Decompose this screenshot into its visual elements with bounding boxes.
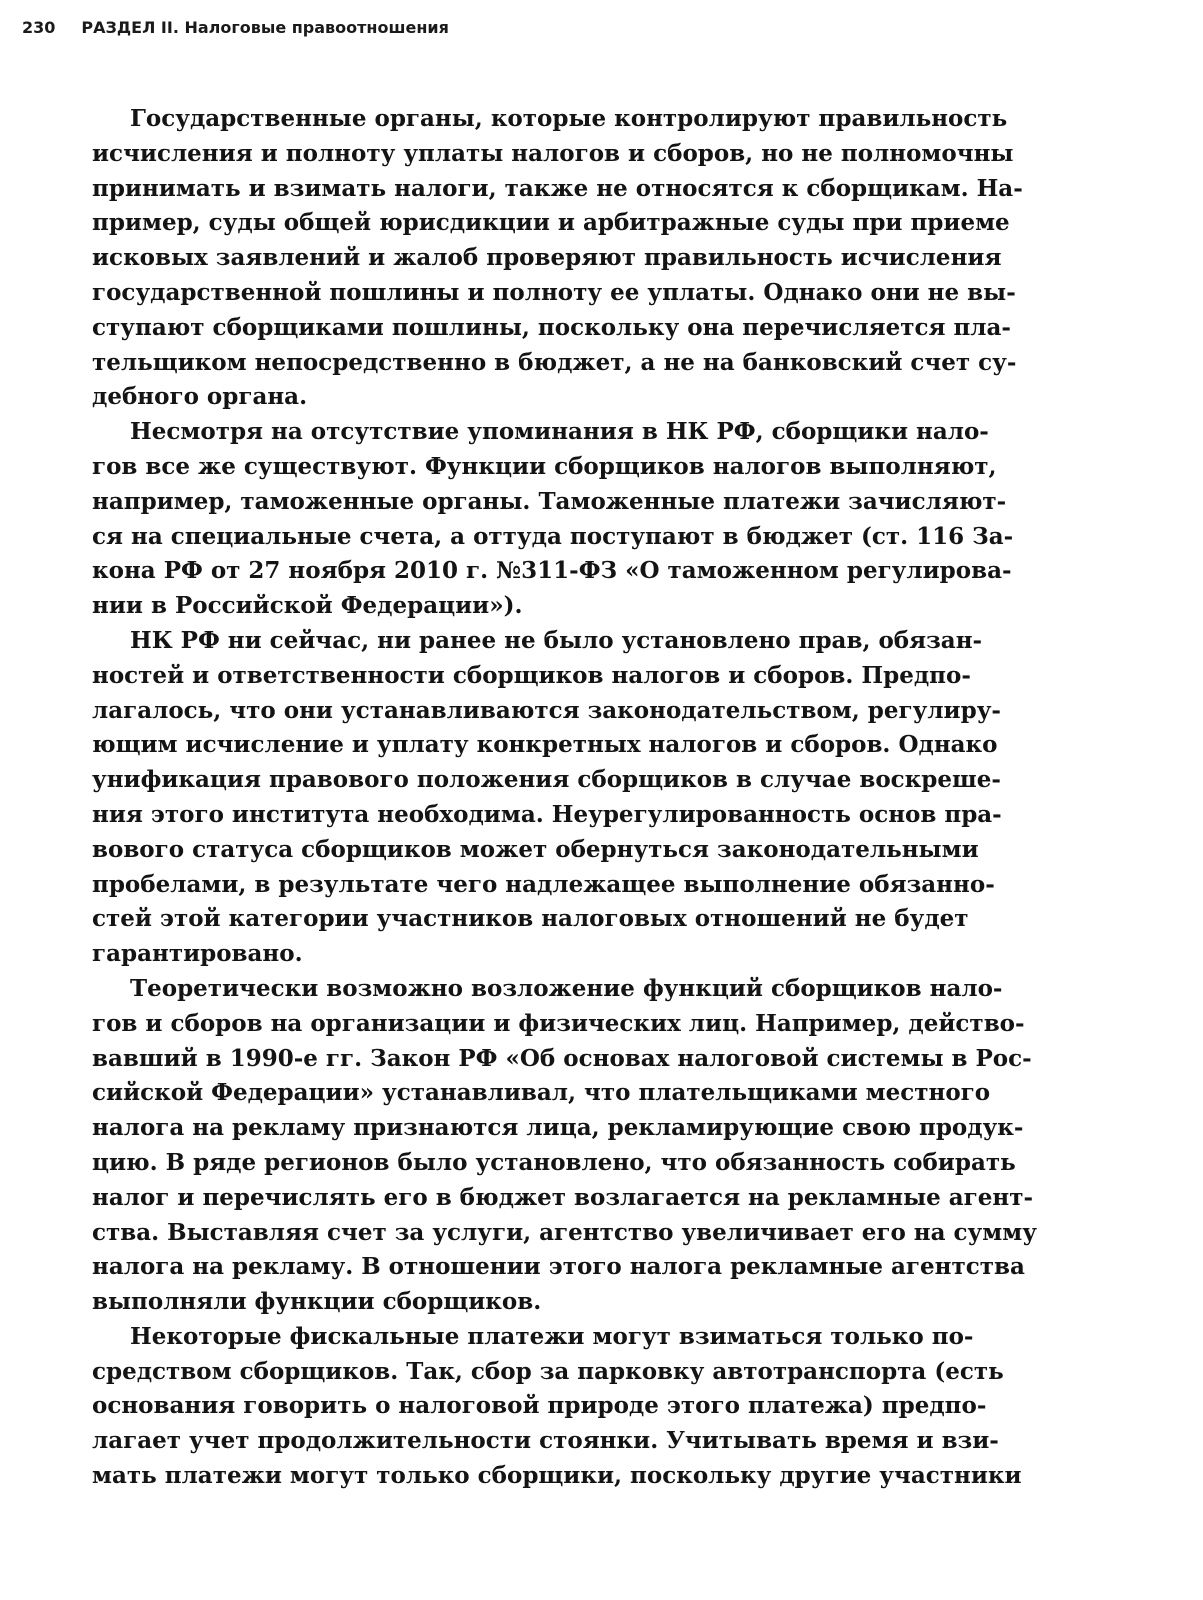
text-line: ся на специальные счета, а оттуда поступают в бюджет (ст. 116 За- [92,522,1014,550]
text-line: средством сборщиков. Так, сбор за парковку автотранспорта (есть [92,1357,1004,1385]
text-line: дебного органа. [92,383,308,411]
text-line: Некоторые фискальные платежи могут взиматься только по- [130,1322,974,1350]
page-header [22,18,449,37]
page-number: 230 [22,18,56,37]
text-line: ния этого института необходима. Неурегулированность основ пра- [92,800,1002,828]
text-line: гов и сборов на организации и физических лиц. Например, действо- [92,1009,1025,1037]
text-line: например, таможенные органы. Таможенные платежи зачисляют- [92,487,1007,515]
paragraph [92,1320,1022,1494]
text-line: ностей и ответственности сборщиков налогов и сборов. Предпо- [92,661,971,689]
running-title: РАЗДЕЛ II. Налоговые правоотношения [81,18,449,37]
text-line: мать платежи могут только сборщики, поскольку другие участники [92,1462,1022,1490]
text-line: вавший в 1990-е гг. Закон РФ «Об основах налоговой системы в Рос- [92,1044,1032,1072]
text-line: вового статуса сборщиков может обернуться законодательными [92,835,979,863]
text-line: налог и перечислять его в бюджет возлагается на рекламные агент- [92,1183,1034,1211]
text-line: принимать и взимать налоги, также не относятся к сборщикам. На- [92,174,1023,202]
text-line: ющим исчисление и уплату конкретных налогов и сборов. Однако [92,731,998,759]
text-line: ступают сборщиками пошлины, поскольку она перечисляется пла- [92,313,1011,341]
text-line: лагает учет продолжительности стоянки. Учитывать время и взи- [92,1427,999,1455]
text-line: исчисления и полноту уплаты налогов и сборов, но не полномочны [92,139,1014,167]
text-line: гов все же существуют. Функции сборщиков налогов выполняют, [92,452,997,480]
text-line: цию. В ряде регионов было установлено, что обязанность собирать [92,1148,1016,1176]
paragraph [92,415,1014,624]
text-line: тельщиком непосредственно в бюджет, а не на банковский счет су- [92,348,1017,376]
text-line: кона РФ от 27 ноября 2010 г. №311-ФЗ «О таможенном регулирова- [92,557,1012,585]
text-line: лагалось, что они устанавливаются законодательством, регулиру- [92,696,1001,724]
paragraph [92,624,1002,972]
text-line: Государственные органы, которые контролируют правильность [130,105,1008,132]
body-text [92,102,1037,1494]
text-line: государственной пошлины и полноту ее уплаты. Однако они не вы- [92,278,1016,306]
text-line: основания говорить о налоговой природе этого платежа) предпо- [92,1392,987,1420]
text-line: пример, суды общей юрисдикции и арбитражные суды при приеме [92,209,1010,237]
text-line: налога на рекламу. В отношении этого налога рекламные агентства [92,1253,1025,1281]
text-line: Несмотря на отсутствие упоминания в НК РФ, сборщики нало- [130,418,989,446]
paragraph [92,972,1037,1320]
text-line: исковых заявлений и жалоб проверяют правильность исчисления [92,244,1002,272]
text-line: пробелами, в результате чего надлежащее выполнение обязанно- [92,870,995,898]
text-line: стей этой категории участников налоговых отношений не будет [92,905,969,933]
text-line: выполняли функции сборщиков. [92,1288,542,1316]
text-line: НК РФ ни сейчас, ни ранее не было установлено прав, обязан- [130,626,983,654]
text-line: гарантировано. [92,940,303,968]
text-line: унификация правового положения сборщиков в случае воскреше- [92,766,1001,794]
text-line: налога на рекламу признаются лица, рекламирующие свою продук- [92,1114,1024,1142]
text-line: сийской Федерации» устанавливал, что плательщиками местного [92,1079,991,1107]
text-line: Теоретически возможно возложение функций сборщиков нало- [130,974,1003,1002]
text-line: ства. Выставляя счет за услуги, агентство увеличивает его на сумму [92,1218,1037,1246]
paragraph [92,102,1023,415]
text-line: нии в Российской Федерации»). [92,592,523,620]
